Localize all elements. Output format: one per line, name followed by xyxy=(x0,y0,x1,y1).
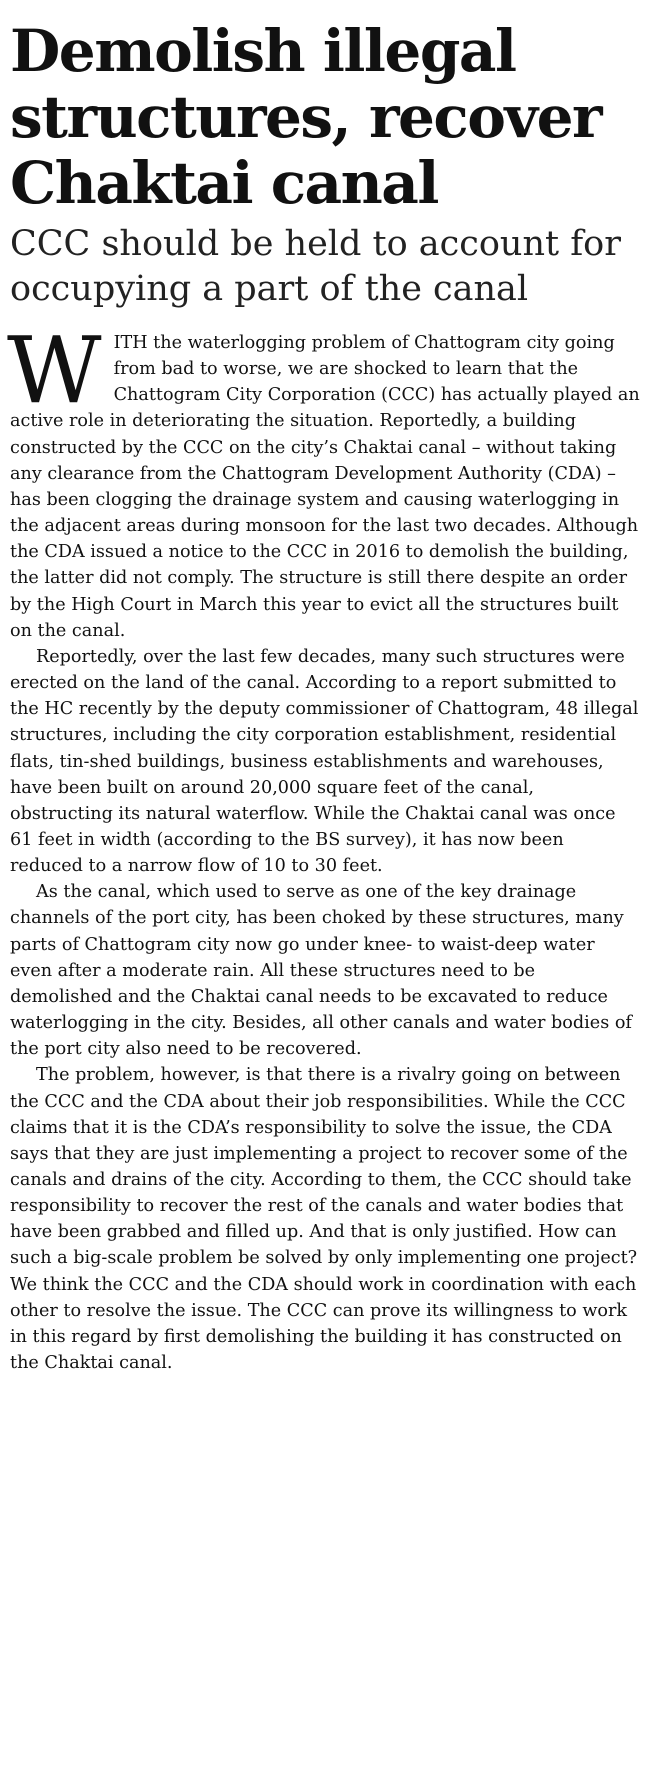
article-body xyxy=(7,317,642,1376)
subheadline: CCC should be held to account for occupying a part of the canal xyxy=(10,224,621,309)
headline: Demolish illegal structures, recover Chaktai canal xyxy=(10,17,602,217)
paragraph-1 xyxy=(7,317,642,644)
paragraph-4: The problem, however, is that there is a rivalry going on between the CCC and the CDA about their job responsibilities. While the CCC claims that it is the CDA’s responsibility to solve the issue, the CDA says that they are just implementing a project to recover some of the canals and drains of the city. According to them, the CCC should take responsibility to recover the rest of the canals and water bodies that have been grabbed and filled up. And that is only justified. How can such a big-scale problem be solved by only implementing one project? We think the CCC and the CDA should work in coordination with each other to resolve the issue. The CCC can prove its willingness to work in this regard by first demolishing the building it has constructed on the Chaktai canal. xyxy=(10,1065,638,1374)
paragraph-3: As the canal, which used to serve as one of the key drainage channels of the port city, has been choked by these structures, many parts of Chattogram city now go under knee- to waist-deep water even after a moderate rain. All these structures need to be demolished and the Chaktai canal needs to be excavated to reduce waterlogging in the city. Besides, all other canals and water bodies of the port city also need to be recovered. xyxy=(10,882,632,1060)
paragraph-2: Reportedly, over the last few decades, many such structures were erected on the land of the canal. According to a report submitted to the HC recently by the deputy commissioner of Chattogram, 48 illegal structures, including the city corporation establishment, residential flats, tin-shed buildings, business establishments and warehouses, have been built on around 20,000 square feet of the canal, obstructing its natural waterflow. While the Chaktai canal was once 61 feet in width (according to the BS survey), it has now been reduced to a narrow flow of 10 to 30 feet. xyxy=(10,646,639,877)
drop-cap: W xyxy=(7,317,102,424)
editorial-article xyxy=(7,17,642,1376)
paragraph-1-text: ITH the waterlogging problem of Chattogram city going from bad to worse, we are shocked to learn that the Chattogram City Corporation (CCC) has actually played an active role in deteriorating the situation. Reportedly, a building constructed by the CCC on the city’s Chaktai canal – without taking any clearance from the Chattogram Development Authority (CDA) – has been clogging the drainage system and causing waterlogging in the adjacent areas during monsoon for the last two decades. Although the CDA issued a notice to the CCC in 2016 to demolish the building, the latter did not comply. The structure is still there despite an order by the High Court in March this year to evict all the structures built on the canal. xyxy=(10,333,640,641)
